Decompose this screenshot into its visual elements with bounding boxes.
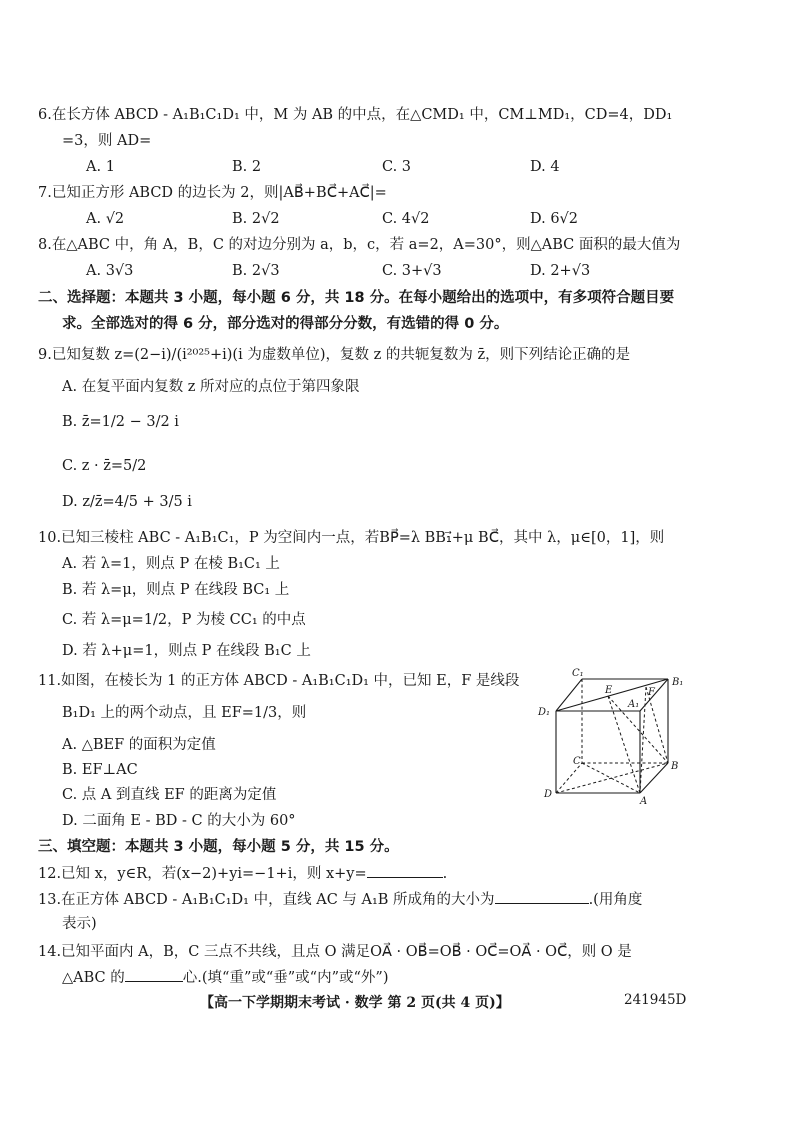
footer-title: 【高一下学期期末考试 · 数学 第 2 页(共 4 页)】 [200,995,510,1011]
q9-stem: 9.已知复数 z=(2−i)/(i²⁰²⁵+i)(i 为虚数单位)，复数 z 的共轭复数为 z̄，则下列结论正确的是 [38,347,631,363]
q8-option-d: D. 2+√3 [530,263,591,279]
q6-option-d: D. 4 [530,159,560,175]
q13-stem-line2: 表示) [62,916,97,932]
label-c1: C₁ [572,668,584,679]
section3-heading: 三、填空题：本题共 3 小题，每小题 5 分，共 15 分。 [38,839,399,855]
line-f-a-hidden [640,687,646,793]
label-c: C [573,756,581,767]
q8-option-a: A. 3√3 [86,263,134,279]
label-b: B [671,761,679,772]
q14-line2-post: 心.(填“重”或“垂”或“内”或“外”) [182,970,389,986]
label-d1: D₁ [538,707,551,718]
q6-option-b: B. 2 [232,159,262,175]
q6-stem-line2: =3，则 AD= [62,133,152,149]
q13-answer-blank[interactable] [495,889,589,904]
q12-answer-blank[interactable] [367,863,443,878]
q13-end: .(用角度 [588,892,643,908]
q12-line [38,863,447,884]
q10-option-c: C. 若 λ=μ=1/2，P 为棱 CC₁ 的中点 [62,612,306,628]
q10-stem: 10.已知三棱柱 ABC - A₁B₁C₁，P 为空间内一点，若BP⃗=λ BB₁⃗+μ BC⃗，其中 λ，μ∈[0，1]，则 [38,530,665,546]
q12-end: . [442,866,448,882]
q13-stem: 13.在正方体 ABCD - A₁B₁C₁D₁ 中，直线 AC 与 A₁B 所成角的大小为 [38,892,495,908]
q7-option-d: D. 6√2 [530,211,579,227]
q7-stem: 7.已知正方形 ABCD 的边长为 2，则|AB⃗+BC⃗+AC⃗|= [38,185,387,201]
q11-stem-line2: B₁D₁ 上的两个动点，且 EF=1/3，则 [62,705,307,721]
label-a: A [640,796,648,805]
q14-line2-pre: △ABC 的 [62,970,125,986]
section2-heading-line2: 求。全部选对的得 6 分，部分选对的得部分分数，有选错的得 0 分。 [62,316,509,332]
q8-stem: 8.在△ABC 中，角 A，B，C 的对边分别为 a，b，c，若 a=2，A=30°，则△ABC 面积的最大值为 [38,237,681,253]
q7-option-b: B. 2√2 [232,211,280,227]
label-b1: B₁ [672,677,684,688]
label-e: E [605,685,613,696]
q7-option-c: C. 4√2 [382,211,430,227]
q14-answer-blank[interactable] [125,967,183,982]
q9-option-c: C. z · z̄=5/2 [62,458,147,474]
q11-option-c: C. 点 A 到直线 EF 的距离为定值 [62,787,277,803]
line-f-b-hidden [646,687,668,763]
q11-option-d: D. 二面角 E - BD - C 的大小为 60° [62,813,296,829]
q6-option-c: C. 3 [382,159,412,175]
footer-code: 241945D [624,992,687,1008]
q11-option-b: B. EF⊥AC [62,762,138,778]
q9-option-a: A. 在复平面内复数 z 所对应的点位于第四象限 [62,379,360,395]
q9-option-d: D. z/z̄=4/5 + 3/5 i [62,494,192,510]
q11-stem-line1: 11.如图，在棱长为 1 的正方体 ABCD - A₁B₁C₁D₁ 中，已知 E，F 是线段 [38,673,520,689]
q6-option-a: A. 1 [86,159,115,175]
q14-stem: 14.已知平面内 A，B，C 三点不共线，且点 O 满足OA⃗ · OB⃗=OB⃗ · OC⃗=OA⃗ · OC⃗，则 O 是 [38,944,632,960]
q8-option-b: B. 2√3 [232,263,280,279]
section2-heading-line1: 二、选择题：本题共 3 小题，每小题 6 分，共 18 分。在每小题给出的选项中，有多项符合题目要 [38,290,675,306]
q7-option-a: A. √2 [86,211,125,227]
q13-line [38,889,642,910]
q9-option-b: B. z̄=1/2 − 3/2 i [62,414,179,430]
q10-option-b: B. 若 λ=μ，则点 P 在线段 BC₁ 上 [62,582,290,598]
edge-d1-c1 [556,679,582,711]
q8-option-c: C. 3+√3 [382,263,442,279]
q10-option-d: D. 若 λ+μ=1，则点 P 在线段 B₁C 上 [62,643,311,659]
q14-line2 [62,967,389,988]
cube-figure [536,665,694,805]
edge-d-c-hidden [556,763,582,793]
q12-stem: 12.已知 x，y∈R，若(x−2)+yi=−1+i，则 x+y= [38,866,367,882]
edge-a-b [640,763,668,793]
q11-option-a: A. △BEF 的面积为定值 [62,737,216,753]
label-d: D [544,789,553,800]
label-a1: A₁ [628,699,640,710]
q6-stem-line1: 6.在长方体 ABCD - A₁B₁C₁D₁ 中，M 为 AB 的中点，在△CMD₁ 中，CM⊥MD₁，CD=4，DD₁ [38,107,673,123]
q10-option-a: A. 若 λ=1，则点 P 在棱 B₁C₁ 上 [62,556,280,572]
label-f: F [648,687,655,698]
